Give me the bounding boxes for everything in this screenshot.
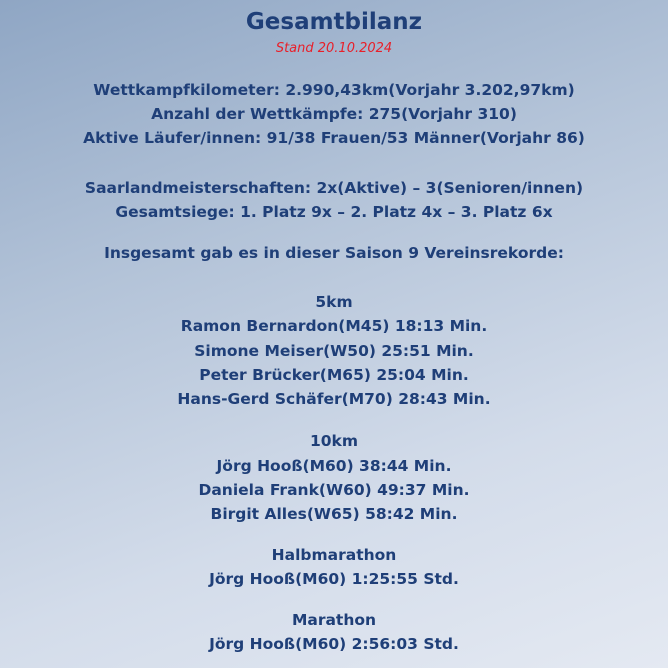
stat-saarlandmeisterschaften: Saarlandmeisterschaften: 2x(Aktive) – 3(Senioren/innen) xyxy=(84,179,584,197)
record-heading-10km: 10km xyxy=(309,432,359,450)
stand-date: Stand 20.10.2024 xyxy=(275,41,393,56)
stat-gesamtsiege: Gesamtsiege: 1. Platz 9x – 2. Platz 4x – 3. Platz 6x xyxy=(115,203,553,221)
record-entry: Birgit Alles(W65) 58:42 Min. xyxy=(210,505,458,523)
stat-anzahl-wettkaempfe: Anzahl der Wettkämpfe: 275(Vorjahr 310) xyxy=(151,105,517,123)
record-entry: Daniela Frank(W60) 49:37 Min. xyxy=(198,481,470,499)
record-heading-marathon: Marathon xyxy=(291,611,377,629)
record-entry: Jörg Hooß(M60) 1:25:55 Std. xyxy=(209,570,459,588)
records-intro: Insgesamt gab es in dieser Saison 9 Vereinsrekorde: xyxy=(104,244,564,262)
record-heading-5km: 5km xyxy=(315,293,353,311)
record-heading-halbmarathon: Halbmarathon xyxy=(271,546,397,564)
record-entry: Jörg Hooß(M60) 38:44 Min. xyxy=(216,457,452,475)
stat-wettkampfkilometer: Wettkampfkilometer: 2.990,43km(Vorjahr 3.202,97km) xyxy=(93,81,575,99)
record-entry: Ramon Bernardon(M45) 18:13 Min. xyxy=(180,317,488,335)
record-entry: Hans-Gerd Schäfer(M70) 28:43 Min. xyxy=(177,390,491,408)
page-title: Gesamtbilanz xyxy=(245,9,423,35)
record-entry: Simone Meiser(W50) 25:51 Min. xyxy=(194,342,474,360)
record-entry: Peter Brücker(M65) 25:04 Min. xyxy=(199,366,469,384)
record-entry: Jörg Hooß(M60) 2:56:03 Std. xyxy=(209,635,459,653)
stat-aktive-laeufer: Aktive Läufer/innen: 91/38 Frauen/53 Männer(Vorjahr 86) xyxy=(83,129,585,147)
